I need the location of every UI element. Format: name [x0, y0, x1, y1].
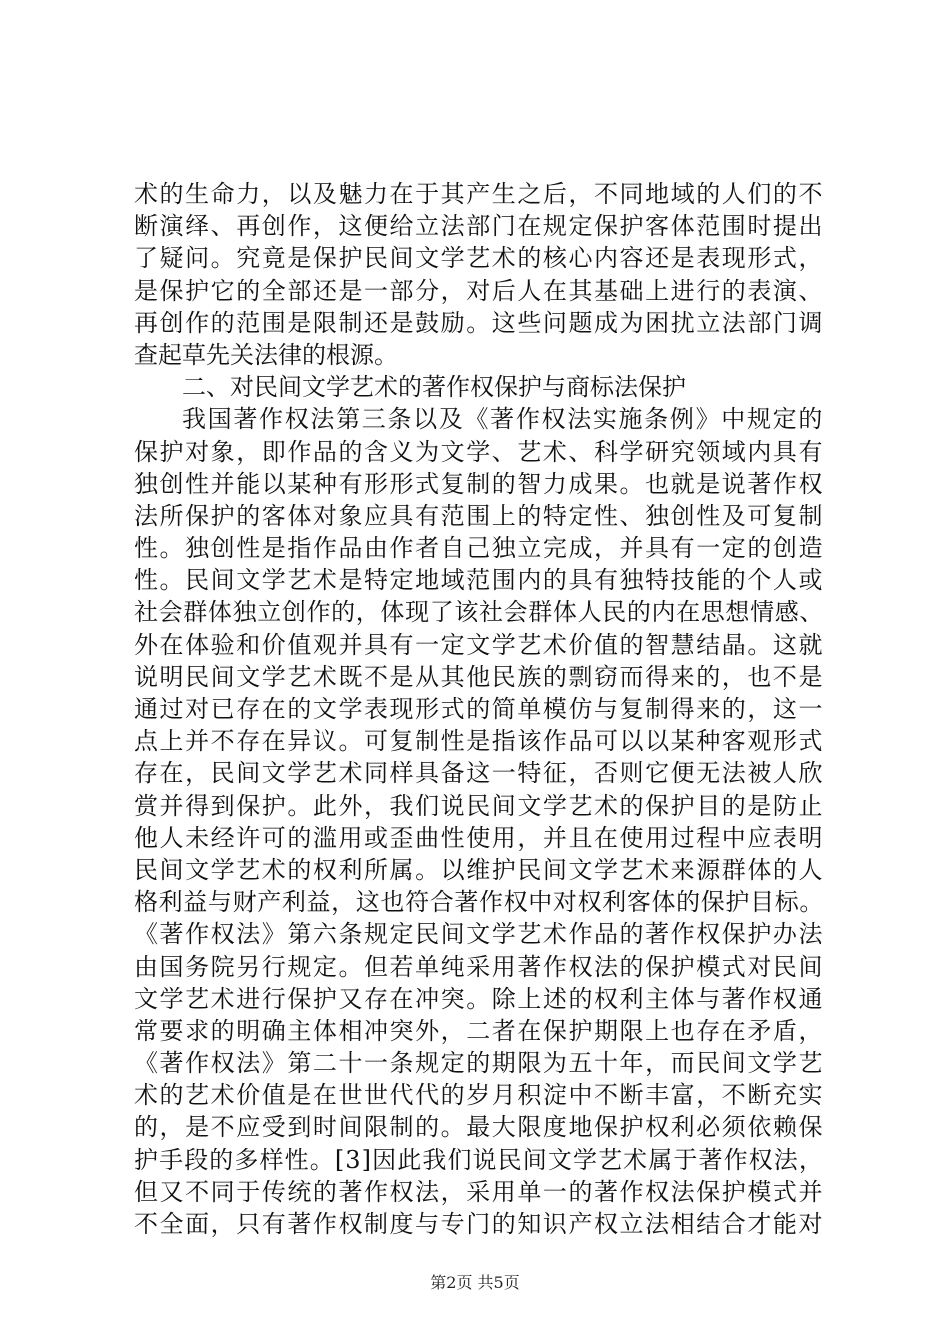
- text-line: 存在，民间文学艺术同样具备这一特征，否则它便无法被人欣: [134, 759, 824, 788]
- text-line: 是保护它的全部还是一部分，对后人在其基础上进行的表演、: [134, 276, 824, 305]
- text-line: 法所保护的客体对象应具有范围上的特定性、独创性及可复制: [134, 501, 824, 530]
- text-line: 赏并得到保护。此外，我们说民间文学艺术的保护目的是防止: [134, 791, 824, 820]
- text-line: 性。独创性是指作品由作者自己独立完成，并具有一定的创造: [134, 534, 824, 563]
- document-body: [134, 178, 824, 1240]
- text-line: 术的艺术价值是在世世代代的岁月积淀中不断丰富，不断充实: [134, 1081, 824, 1110]
- text-line: 性。民间文学艺术是特定地域范围内的具有独特技能的个人或: [134, 566, 824, 595]
- text-line: 社会群体独立创作的，体现了该社会群体人民的内在思想情感、: [134, 598, 824, 627]
- text-line: 独创性并能以某种有形形式复制的智力成果。也就是说著作权: [134, 469, 824, 498]
- text-line: 护手段的多样性。[3]因此我们说民间文学艺术属于著作权法，: [134, 1145, 824, 1174]
- text-line: 不全面，只有著作权制度与专门的知识产权立法相结合才能对: [134, 1210, 824, 1238]
- page-number-footer: 第2页 共5页: [430, 1273, 520, 1292]
- text-line: 保护对象，即作品的含义为文学、艺术、科学研究领域内具有: [134, 437, 824, 466]
- text-line: 由国务院另行规定。但若单纯采用著作权法的保护模式对民间: [134, 952, 824, 981]
- text-line: 再创作的范围是限制还是鼓励。这些问题成为困扰立法部门调: [134, 308, 824, 337]
- text-line: 通过对已存在的文学表现形式的简单模仿与复制得来的，这一: [134, 695, 824, 723]
- text-line: 《著作权法》第二十一条规定的期限为五十年，而民间文学艺: [134, 1049, 824, 1078]
- text-line: 文学艺术进行保护又存在冲突。除上述的权利主体与著作权通: [134, 984, 824, 1013]
- text-line: 他人未经许可的滥用或歪曲性使用，并且在使用过程中应表明: [134, 823, 824, 852]
- text-line: 点上并不存在异议。可复制性是指该作品可以以某种客观形式: [134, 727, 824, 756]
- text-line: 《著作权法》第六条规定民间文学艺术作品的著作权保护办法: [134, 920, 824, 949]
- text-line: 但又不同于传统的著作权法，采用单一的著作权法保护模式并: [134, 1177, 824, 1206]
- text-line: 查起草先关法律的根源。: [134, 340, 398, 369]
- text-line: 我国著作权法第三条以及《著作权法实施条例》中规定的: [182, 405, 824, 434]
- text-line: 了疑问。究竟是保护民间文学艺术的核心内容还是表现形式，: [134, 244, 824, 273]
- text-line: 二、对民间文学艺术的著作权保护与商标法保护: [182, 373, 686, 402]
- text-line: 常要求的明确主体相冲突外，二者在保护期限上也存在矛盾，: [134, 1016, 824, 1045]
- text-line: 说明民间文学艺术既不是从其他民族的剽窃而得来的，也不是: [134, 662, 824, 691]
- text-line: 民间文学艺术的权利所属。以维护民间文学艺术来源群体的人: [134, 855, 824, 884]
- text-line: 术的生命力，以及魅力在于其产生之后，不同地域的人们的不: [134, 180, 824, 208]
- text-line: 外在体验和价值观并具有一定文学艺术价值的智慧结晶。这就: [134, 630, 824, 659]
- text-line: 的，是不应受到时间限制的。最大限度地保护权利必须依赖保: [134, 1113, 824, 1142]
- text-line: 断演绎、再创作，这便给立法部门在规定保护客体范围时提出: [134, 212, 824, 241]
- text-line: 格利益与财产利益，这也符合著作权中对权利客体的保护目标。: [134, 888, 824, 917]
